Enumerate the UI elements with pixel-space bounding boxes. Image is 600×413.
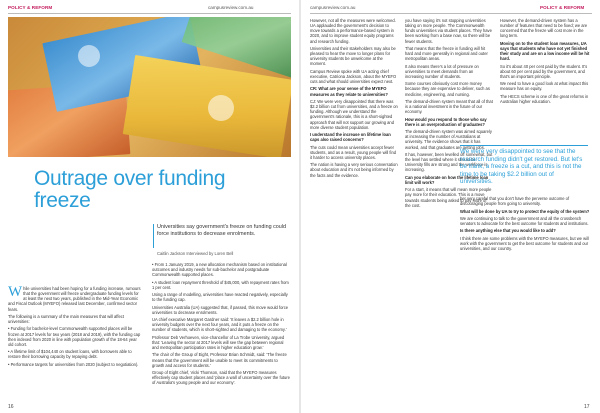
paragraph [500, 94, 592, 104]
paragraph [310, 99, 398, 130]
paragraph-text: CJ: We were very disappointed that there was $2.2 billion cut from universities, and a freeze on funding. Although we understand the government's rationale, this is a short-sighted approach that will not support our growing and more diverse student population. [310, 98, 398, 130]
paragraph [405, 18, 493, 44]
paragraph [152, 292, 290, 302]
paragraph-text: Is there anything else that you would like to add? [460, 228, 556, 234]
paragraph [152, 352, 290, 367]
paragraph [8, 362, 142, 367]
paragraph [405, 99, 493, 114]
paragraph-text: • A lifetime limit of $104,440 on student loans, with borrowers able to restore their borrowing capacity by repaying debt. [8, 349, 132, 360]
article-column-5 [500, 18, 592, 106]
interview-question [405, 117, 493, 127]
paragraph [8, 286, 142, 312]
interview-question [460, 209, 592, 214]
paragraph [310, 162, 398, 177]
article-column-2 [152, 262, 290, 388]
paragraph-text: We are continuing to talk to the government and all the crossbench senators to advocate for the best outcome for students and institutions. [460, 215, 589, 226]
paragraph-text: Moving on to the student loan measures, UA says that students who have not yet finished their study and are on a low income will be hit hard. [500, 40, 590, 62]
paragraph-text: What will be done by UA to try to protect the equity of the system? [460, 208, 590, 214]
pull-quote: We were very disappointed to see that the research funding didn't get restored. But let's be frank; a freeze is a cut, and this is not the time to be taking $2.2 billion out of universities. [460, 148, 583, 186]
paragraph-text: For a start, it means that will mean more people pay more for their education. This is a move towards students being asked to pay more of the cost. [405, 187, 492, 208]
paragraph-text: Universities Australia (UA) suggested that, if passed, this move would force universities to decrease enrolments. [152, 304, 289, 315]
page-number-right: 17 [584, 404, 590, 410]
paragraph [152, 262, 290, 277]
paragraph-text: The demand-driven system meant that all of that is a national investment in the future of our economy. [405, 98, 493, 115]
drop-cap: W [8, 286, 23, 300]
banknote-window [78, 45, 100, 67]
paragraph-text: So it's about 40 per cent paid by the student. It's about 60 per cent paid by the government, and that's an important principle. [500, 63, 588, 79]
paragraph-text: ber very careful that you don't have the perverse outcome of discouraging people from going to university. [460, 196, 570, 207]
paragraph-text: Can you elaborate on how the lifetime loan limit will work? [405, 174, 489, 185]
paragraph-text: Group of Eight chief, Vicki Thomson, said that the MYEFO measures effectively cap student places and 'place a wall of uncertainty over the future of Australia's young people and our economy'. [152, 370, 290, 386]
paragraph-text: However, the demand-driven system has a number of features that need to be fixed; we are concerned that the freeze will cost more in the long term. [500, 18, 588, 39]
paragraph [500, 18, 592, 39]
paragraph-text: The HECS scheme is one of the great reforms in Australian higher education. [500, 93, 589, 104]
paragraph-text: It has, however, been levelled off somewhat, but the level has settled where it should be. University fills are strong and the workforce is increasing. [405, 151, 493, 173]
article-column-5-continued [460, 196, 592, 253]
paragraph [405, 81, 493, 96]
paragraph [405, 46, 493, 61]
paragraph-text: • From 1 January 2019, a new allocation mechanism based on institutional outcomes and industry needs for sub-bachelor and postgraduate Commonwealth supported places. [152, 262, 287, 278]
paragraph-text: The chair of the Group of Eight, Professor Brian Schmidt, said: 'The freeze means that the government will be unable to meet its commitments to growth and access for students.' [152, 352, 287, 368]
article-column-1 [8, 286, 142, 369]
paragraph [500, 81, 592, 91]
paragraph [310, 145, 398, 160]
paragraph-text: I think there are some problems with the MYEFO measures, but we will work with the government to get the best outcome for students and our universities, and our country. [460, 235, 589, 251]
paragraph [500, 64, 592, 79]
paragraph-text: How would you respond to those who say there is an overproduction of graduates? [405, 116, 487, 127]
paragraph-text: The following is a summary of the main measures that will affect universities: [8, 313, 124, 325]
interview-question [310, 132, 398, 142]
paragraph-text: Professor Deb Verhoeven, vice-chancellor of La Trobe University, argued that: 'Leaving the sector at 2017 levels will see the gap between regional and metropolitan participation rates in higher education grow.' [152, 334, 285, 351]
interview-question [500, 41, 592, 62]
site-url[interactable]: campusreview.com.au [310, 5, 356, 10]
paragraph [460, 236, 592, 251]
paragraph-text: The demand-driven system was aimed squarely at increasing the number of Australians at university. The evidence shows that it has worked, and that graduates are getting jobs. [405, 129, 492, 150]
section-label: POLICY & REFORM [540, 5, 585, 10]
paragraph [8, 326, 142, 347]
banknotes-photo [8, 17, 291, 157]
paragraph-text: • Performance targets for universities from 2020 (subject to negotiation). [8, 361, 139, 367]
page-gutter [299, 0, 301, 413]
paragraph-text: you have saying it's not stopping universities taking on more people. The Commonwealth funds universities via student places. They have been working from a base now, so there will be fewer students. [405, 18, 492, 44]
paragraph-text: It also means there's a lot of pressure on universities to meet demands from an increasing number of students. [405, 63, 479, 79]
standfirst: Universities say government's freeze on funding could force institutions to decrease enrolments. [157, 224, 286, 237]
paragraph-text: I understand the increase on lifetime loan caps also raised concerns? [310, 132, 391, 143]
paragraph-text: UA chief executive Margaret Gardner said: 'It leaves a $2.2 billion hole in university budgets over the next four years, and it puts a freeze on the number of students, which is short-sighted and damaging to the economy.' [152, 317, 287, 333]
paragraph-text: • A student loan repayment threshold of $45,000, with repayment rates from 1 per cent. [152, 279, 289, 290]
paragraph-text: We need to have a good look at what impact this measure has on equity. [500, 81, 589, 92]
paragraph [152, 280, 290, 290]
section-label: POLICY & REFORM [8, 5, 53, 10]
byline: Caitlin Jackson Interviewed by Loren Bell [157, 251, 234, 256]
paragraph [310, 18, 398, 44]
standfirst-bar [153, 224, 154, 248]
paragraph-text: hile universities had been hoping for a funding increase, rumours that the government will freeze undergraduate funding levels for at least the next two years, published in the Mid-Year Economic and Fiscal Outlook (MYEFO) released last December, confirmed sector fears. [8, 286, 141, 312]
pull-quote-rule [460, 145, 588, 146]
site-url[interactable]: campusreview.com.au [208, 5, 254, 10]
header-rule [8, 13, 291, 14]
paragraph [310, 69, 398, 84]
banknote-yellow [123, 55, 291, 157]
paragraph-text: Using a range of modelling, universities have reacted negatively, especially to the funding cap. [152, 292, 288, 303]
paragraph-text: However, not all the measures were welcomed. UA applauded the government's decision to move towards a performance-based system in 2020, and to improve student equity programs and research funding. [310, 18, 396, 44]
interview-question [310, 86, 398, 96]
paragraph-text: • Funding for bachelor-level Commonwealth supported places will be frozen at 2017 levels for two years (2018 and 2019), with the funding cap then indexed from 2020 in line with population growth of the 18-64 year old cohort. [8, 326, 141, 347]
article-column-3 [310, 18, 398, 180]
paragraph-text: That means that the freeze in funding will hit hard and more generally in regional and outer metropolitan areas. [405, 45, 488, 62]
paragraph [152, 305, 290, 315]
paragraph [310, 46, 398, 67]
header-rule [310, 13, 592, 14]
paragraph [152, 335, 290, 350]
paragraph-text: Universities and their stakeholders may also be pleased to hear the move to longer plans for university students be unwelcome at the moment. [310, 45, 396, 67]
paragraph [405, 129, 493, 150]
paragraph-text: Campus Review spoke with UA acting chief executive, Catriona Jackson, about the MYEFO cuts and what should universities expect next. [310, 68, 397, 85]
banknote-window [208, 95, 234, 121]
paragraph-text: The nation is having a very serious conversation about education and it's not being informed by the facts and the evidence. [310, 162, 398, 178]
paragraph [460, 196, 592, 206]
paragraph-text: The cuts could mean universities accept fewer students, and as a result, young people will find it harder to access university places. [310, 144, 397, 160]
paragraph [8, 314, 142, 324]
paragraph [8, 349, 142, 359]
paragraph [460, 216, 592, 226]
paragraph [152, 317, 290, 332]
paragraph-text: Some courses obviously cost more money because they are expensive to deliver, such as medicine, engineering, and nursing. [405, 81, 490, 97]
article-title: Outrage over funding freeze [34, 167, 226, 212]
paragraph [152, 370, 290, 385]
paragraph-text: CR: What are your sense of the MYEFO measures as they relate to universities? [310, 86, 388, 97]
paragraph [405, 64, 493, 79]
interview-question [460, 228, 592, 233]
page-number-left: 16 [8, 404, 14, 410]
